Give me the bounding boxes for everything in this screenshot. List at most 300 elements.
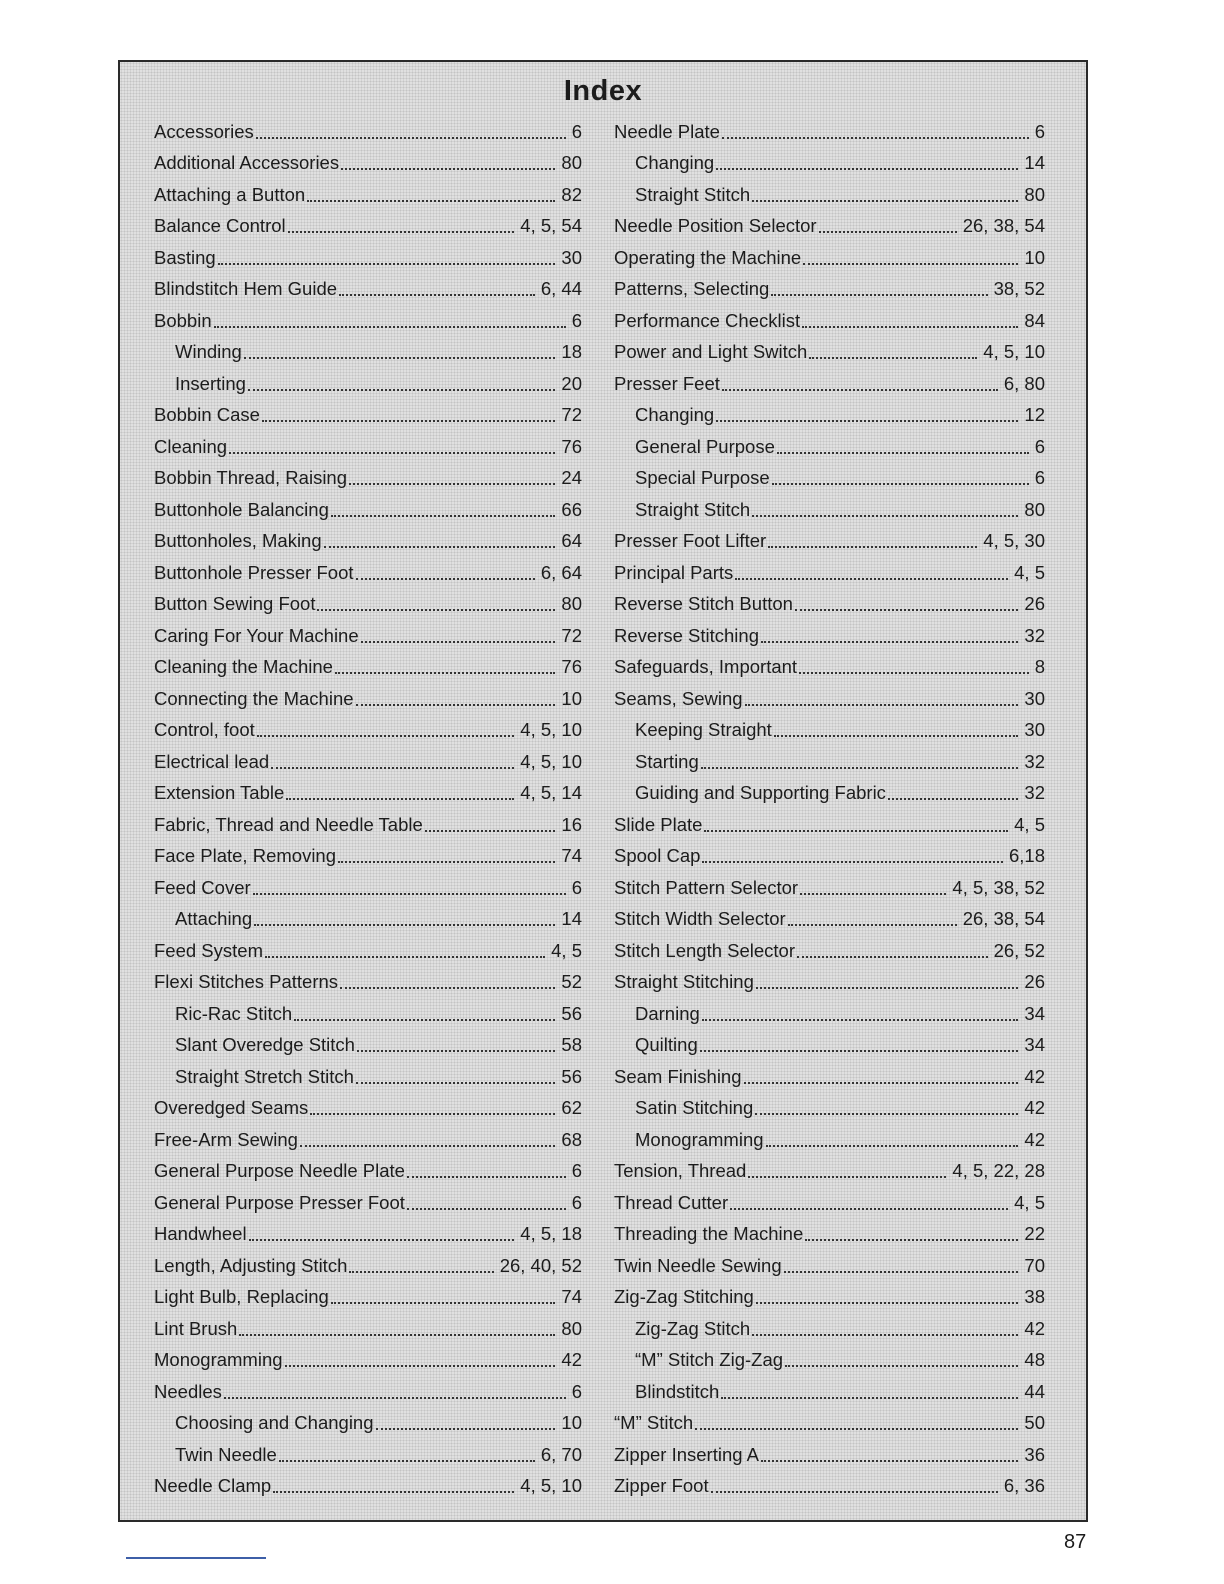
index-entry	[614, 337, 1045, 369]
index-pages: 4, 5	[1014, 813, 1045, 835]
index-pages: 42	[1024, 1128, 1045, 1150]
index-pages: 80	[561, 1317, 582, 1339]
index-entry	[614, 1282, 1045, 1314]
dot-leader	[756, 987, 1019, 989]
index-term: Bobbin Thread, Raising	[154, 467, 348, 489]
dot-leader	[349, 1271, 493, 1273]
index-pages: 26, 38, 54	[962, 215, 1045, 237]
index-term: Satin Stitching	[635, 1097, 754, 1119]
index-pages: 4, 5, 54	[520, 215, 582, 237]
index-term: Patterns, Selecting	[614, 278, 770, 300]
dot-leader	[349, 483, 555, 485]
index-subentry	[614, 1313, 1045, 1345]
index-term: Straight Stitch	[635, 183, 751, 205]
index-entry	[154, 872, 582, 904]
index-term: Additional Accessories	[154, 152, 340, 174]
index-term: Starting	[635, 750, 699, 772]
index-entry	[154, 148, 582, 180]
index-pages: 6, 36	[1003, 1475, 1045, 1497]
dot-leader	[273, 1491, 514, 1493]
dot-leader	[356, 1082, 556, 1084]
dot-leader	[253, 893, 566, 895]
index-pages: 4, 5	[551, 939, 582, 961]
index-pages: 20	[561, 372, 582, 394]
index-term: Slide Plate	[614, 813, 703, 835]
index-entry	[614, 242, 1045, 274]
index-pages: 4, 5, 10	[983, 341, 1045, 363]
index-pages: 30	[561, 246, 582, 268]
index-entry	[614, 1471, 1045, 1503]
index-pages: 4, 5, 30	[983, 530, 1045, 552]
index-pages: 84	[1024, 309, 1045, 331]
index-term: “M” Stitch Zig-Zag	[635, 1349, 784, 1371]
index-pages: 14	[1024, 152, 1045, 174]
index-entry	[614, 557, 1045, 589]
index-subentry	[614, 778, 1045, 810]
index-entry	[614, 1250, 1045, 1282]
index-pages: 10	[561, 1412, 582, 1434]
index-term: Darning	[635, 1002, 700, 1024]
index-subentry	[614, 463, 1045, 495]
dot-leader	[695, 1428, 1018, 1430]
index-term: Length, Adjusting Stitch	[154, 1254, 348, 1276]
index-subentry	[614, 1030, 1045, 1062]
dot-leader	[752, 1334, 1018, 1336]
dot-leader	[356, 704, 556, 706]
index-entry	[614, 652, 1045, 684]
index-entry	[614, 967, 1045, 999]
index-term: Handwheel	[154, 1223, 247, 1245]
index-term: Straight Stitch	[635, 498, 751, 520]
index-entry	[614, 841, 1045, 873]
index-term: Performance Checklist	[614, 309, 801, 331]
dot-leader	[888, 798, 1018, 800]
index-pages: 76	[561, 656, 582, 678]
index-subentry	[154, 1439, 582, 1471]
index-pages: 4, 5, 10	[520, 1475, 582, 1497]
index-pages: 34	[1024, 1034, 1045, 1056]
dot-leader	[716, 420, 1018, 422]
index-term: Attaching	[175, 908, 253, 930]
index-pages: 4, 5, 38, 52	[952, 876, 1045, 898]
index-pages: 6	[1034, 120, 1045, 142]
index-panel	[118, 60, 1088, 1522]
index-term: Seams, Sewing	[614, 687, 743, 709]
index-entry	[154, 652, 582, 684]
index-entry	[154, 1124, 582, 1156]
index-pages: 68	[561, 1128, 582, 1150]
index-entry	[614, 274, 1045, 306]
index-term: Lint Brush	[154, 1317, 238, 1339]
index-pages: 26, 38, 54	[962, 908, 1045, 930]
index-pages: 48	[1024, 1349, 1045, 1371]
index-subentry	[614, 1124, 1045, 1156]
dot-leader	[339, 294, 535, 296]
index-pages: 6, 80	[1003, 372, 1045, 394]
index-pages: 4, 5, 10	[520, 750, 582, 772]
index-pages: 4, 5, 18	[520, 1223, 582, 1245]
dot-leader	[716, 168, 1018, 170]
dot-leader	[701, 767, 1019, 769]
index-title: Index	[563, 75, 643, 107]
index-pages: 4, 5, 10	[520, 719, 582, 741]
index-term: Guiding and Supporting Fabric	[635, 782, 886, 804]
index-term: Blindstitch	[635, 1380, 720, 1402]
index-term: Principal Parts	[614, 561, 734, 583]
dot-leader	[704, 830, 1008, 832]
index-entry	[154, 305, 582, 337]
dot-leader	[752, 200, 1018, 202]
index-term: General Purpose	[635, 435, 775, 457]
index-term: Winding	[175, 341, 242, 363]
index-term: Needle Plate	[614, 120, 720, 142]
index-pages: 82	[561, 183, 582, 205]
index-entry	[154, 683, 582, 715]
index-pages: 4, 5, 14	[520, 782, 582, 804]
index-term: Button Sewing Foot	[154, 593, 316, 615]
index-entry	[154, 463, 582, 495]
index-term: Special Purpose	[635, 467, 770, 489]
dot-leader	[376, 1428, 556, 1430]
index-term: Zipper Foot	[614, 1475, 709, 1497]
index-entry	[154, 1282, 582, 1314]
index-pages: 72	[561, 624, 582, 646]
index-pages: 38, 52	[993, 278, 1045, 300]
index-pages: 10	[1024, 246, 1045, 268]
index-entry	[154, 1156, 582, 1188]
index-term: Straight Stitching	[614, 971, 754, 993]
index-term: Changing	[635, 404, 715, 426]
index-pages: 10	[561, 687, 582, 709]
dot-leader	[702, 1019, 1019, 1021]
index-term: Stitch Length Selector	[614, 939, 795, 961]
index-pages: 26, 52	[993, 939, 1045, 961]
index-term: Control, foot	[154, 719, 255, 741]
index-term: Fabric, Thread and Needle Table	[154, 813, 423, 835]
index-term: Keeping Straight	[635, 719, 772, 741]
dot-leader	[730, 1208, 1008, 1210]
index-term: Presser Feet	[614, 372, 720, 394]
index-entry	[154, 841, 582, 873]
index-term: Feed System	[154, 939, 263, 961]
index-pages: 6, 70	[540, 1443, 582, 1465]
index-pages: 6	[571, 1160, 582, 1182]
index-pages: 30	[1024, 719, 1045, 741]
index-term: Buttonhole Balancing	[154, 498, 329, 520]
index-term: Free-Arm Sewing	[154, 1128, 298, 1150]
index-entry	[614, 368, 1045, 400]
index-term: Safeguards, Important	[614, 656, 798, 678]
index-pages: 42	[1024, 1097, 1045, 1119]
index-pages: 6	[1034, 467, 1045, 489]
index-entry	[154, 211, 582, 243]
dot-leader	[761, 641, 1018, 643]
index-entry	[614, 1219, 1045, 1251]
index-pages: 22	[1024, 1223, 1045, 1245]
dot-leader	[331, 1302, 556, 1304]
dot-leader	[335, 672, 555, 674]
dot-leader	[771, 294, 987, 296]
index-pages: 4, 5	[1014, 1191, 1045, 1213]
dot-leader	[799, 672, 1029, 674]
index-pages: 50	[1024, 1412, 1045, 1434]
dot-leader	[755, 1113, 1018, 1115]
index-term: Accessories	[154, 120, 254, 142]
index-entry	[614, 526, 1045, 558]
dot-leader	[407, 1176, 566, 1178]
index-pages: 42	[561, 1349, 582, 1371]
index-term: Extension Table	[154, 782, 285, 804]
index-pages: 4, 5	[1014, 561, 1045, 583]
index-pages: 26	[1024, 593, 1045, 615]
index-term: Caring For Your Machine	[154, 624, 359, 646]
index-pages: 4, 5, 22, 28	[952, 1160, 1045, 1182]
index-pages: 80	[561, 593, 582, 615]
dot-leader	[795, 609, 1019, 611]
index-term: Reverse Stitching	[614, 624, 759, 646]
index-pages: 6, 44	[540, 278, 582, 300]
index-term: General Purpose Presser Foot	[154, 1191, 405, 1213]
index-entry	[154, 967, 582, 999]
dot-leader	[214, 326, 566, 328]
index-entry	[614, 116, 1045, 148]
dot-leader	[803, 263, 1018, 265]
dot-leader	[752, 515, 1018, 517]
dot-leader	[257, 735, 515, 737]
index-subentry	[614, 1345, 1045, 1377]
dot-leader	[229, 452, 555, 454]
index-pages: 30	[1024, 687, 1045, 709]
index-term: Presser Foot Lifter	[614, 530, 767, 552]
index-entry	[154, 179, 582, 211]
index-pages: 6	[571, 309, 582, 331]
dot-leader	[700, 1050, 1019, 1052]
index-entry	[614, 1156, 1045, 1188]
index-pages: 58	[561, 1034, 582, 1056]
index-term: Overedged Seams	[154, 1097, 309, 1119]
index-entry	[154, 116, 582, 148]
dot-leader	[805, 1239, 1018, 1241]
index-entry	[614, 1187, 1045, 1219]
dot-leader	[286, 798, 514, 800]
index-term: Monogramming	[635, 1128, 764, 1150]
index-subentry	[614, 148, 1045, 180]
index-term: Connecting the Machine	[154, 687, 354, 709]
dot-leader	[800, 893, 946, 895]
index-term: Power and Light Switch	[614, 341, 808, 363]
index-entry	[154, 620, 582, 652]
index-term: Zig-Zag Stitching	[614, 1286, 754, 1308]
index-column-right	[614, 116, 1045, 1502]
index-pages: 8	[1034, 656, 1045, 678]
dot-leader	[218, 263, 556, 265]
index-pages: 36	[1024, 1443, 1045, 1465]
index-entry	[154, 1376, 582, 1408]
dot-leader	[254, 924, 555, 926]
dot-leader	[271, 767, 514, 769]
dot-leader	[244, 357, 556, 359]
index-subentry	[614, 746, 1045, 778]
index-entry	[614, 904, 1045, 936]
dot-leader	[819, 231, 957, 233]
index-entry	[154, 746, 582, 778]
index-term: Buttonhole Presser Foot	[154, 561, 354, 583]
dot-leader	[748, 1176, 946, 1178]
index-pages: 80	[561, 152, 582, 174]
dot-leader	[317, 609, 555, 611]
dot-leader	[256, 137, 566, 139]
dot-leader	[361, 641, 556, 643]
index-entry	[154, 778, 582, 810]
dot-leader	[788, 924, 957, 926]
index-pages: 80	[1024, 498, 1045, 520]
dot-leader	[357, 1050, 555, 1052]
index-term: Threading the Machine	[614, 1223, 804, 1245]
dot-leader	[761, 1460, 1018, 1462]
dot-leader	[797, 956, 988, 958]
index-entry	[154, 1313, 582, 1345]
index-pages: 6	[1034, 435, 1045, 457]
index-subentry	[154, 1030, 582, 1062]
index-entry	[154, 494, 582, 526]
dot-leader	[239, 1334, 555, 1336]
index-term: Changing	[635, 152, 715, 174]
index-pages: 74	[561, 1286, 582, 1308]
dot-leader	[300, 1145, 555, 1147]
index-pages: 6,18	[1008, 845, 1045, 867]
index-entry	[154, 400, 582, 432]
dot-leader	[777, 452, 1029, 454]
index-entry	[614, 683, 1045, 715]
index-entry	[154, 809, 582, 841]
index-term: Slant Overedge Stitch	[175, 1034, 355, 1056]
index-entry	[154, 1219, 582, 1251]
index-term: Zig-Zag Stitch	[635, 1317, 751, 1339]
index-entry	[154, 431, 582, 463]
dot-leader	[785, 1365, 1018, 1367]
index-term: Bobbin	[154, 309, 212, 331]
dot-leader	[702, 861, 1003, 863]
index-entry	[154, 526, 582, 558]
index-pages: 72	[561, 404, 582, 426]
index-entry	[614, 1061, 1045, 1093]
dot-leader	[249, 1239, 515, 1241]
index-term: Quilting	[635, 1034, 698, 1056]
index-entry	[154, 242, 582, 274]
dot-leader	[340, 987, 555, 989]
index-column-left	[154, 116, 582, 1502]
index-pages: 42	[1024, 1317, 1045, 1339]
dot-leader	[735, 578, 1008, 580]
index-pages: 42	[1024, 1065, 1045, 1087]
index-pages: 16	[561, 813, 582, 835]
index-term: Twin Needle	[175, 1443, 277, 1465]
dot-leader	[802, 326, 1018, 328]
index-entry	[614, 305, 1045, 337]
dot-leader	[407, 1208, 566, 1210]
index-entry	[614, 1439, 1045, 1471]
dot-leader	[722, 389, 998, 391]
dot-leader	[745, 704, 1019, 706]
dot-leader	[772, 483, 1029, 485]
index-term: Flexi Stitches Patterns	[154, 971, 339, 993]
dot-leader	[338, 861, 555, 863]
index-term: Zipper Inserting A	[614, 1443, 759, 1465]
index-term: Spool Cap	[614, 845, 701, 867]
index-entry	[614, 809, 1045, 841]
index-term: Needle Position Selector	[614, 215, 817, 237]
dot-leader	[768, 546, 977, 548]
index-term: “M” Stitch	[614, 1412, 694, 1434]
index-entry	[154, 589, 582, 621]
index-pages: 52	[561, 971, 582, 993]
index-pages: 24	[561, 467, 582, 489]
index-pages: 34	[1024, 1002, 1045, 1024]
dot-leader	[756, 1302, 1019, 1304]
index-pages: 76	[561, 435, 582, 457]
index-pages: 64	[561, 530, 582, 552]
index-term: Straight Stretch Stitch	[175, 1065, 354, 1087]
index-pages: 70	[1024, 1254, 1045, 1276]
index-term: Light Bulb, Replacing	[154, 1286, 329, 1308]
index-term: Cleaning	[154, 435, 228, 457]
dot-leader	[809, 357, 977, 359]
dot-leader	[294, 1019, 555, 1021]
index-term: General Purpose Needle Plate	[154, 1160, 405, 1182]
index-subentry	[154, 1408, 582, 1440]
index-pages: 14	[561, 908, 582, 930]
index-entry	[614, 589, 1045, 621]
index-pages: 56	[561, 1065, 582, 1087]
index-subentry	[614, 400, 1045, 432]
dot-leader	[310, 1113, 555, 1115]
index-pages: 32	[1024, 750, 1045, 772]
index-pages: 18	[561, 341, 582, 363]
dot-leader	[425, 830, 556, 832]
page-number: 87	[1064, 1531, 1087, 1553]
dot-leader	[288, 231, 515, 233]
index-term: Electrical lead	[154, 750, 270, 772]
index-term: Buttonholes, Making	[154, 530, 322, 552]
index-term: Stitch Width Selector	[614, 908, 786, 930]
index-subentry	[614, 431, 1045, 463]
dot-leader	[262, 420, 555, 422]
dot-leader	[331, 515, 556, 517]
dot-leader	[356, 578, 535, 580]
index-pages: 6	[571, 120, 582, 142]
dot-leader	[265, 956, 545, 958]
index-term: Tension, Thread	[614, 1160, 747, 1182]
index-entry	[154, 1250, 582, 1282]
index-pages: 6, 64	[540, 561, 582, 583]
index-entry	[154, 557, 582, 589]
index-term: Blindstitch Hem Guide	[154, 278, 338, 300]
index-subentry	[614, 179, 1045, 211]
index-entry	[614, 620, 1045, 652]
index-pages: 12	[1024, 404, 1045, 426]
footer-rule	[126, 1557, 266, 1559]
index-term: Operating the Machine	[614, 246, 802, 268]
index-subentry	[154, 337, 582, 369]
index-term: Seam Finishing	[614, 1065, 742, 1087]
dot-leader	[711, 1491, 998, 1493]
index-term: Attaching a Button	[154, 183, 306, 205]
index-term: Choosing and Changing	[175, 1412, 374, 1434]
index-pages: 32	[1024, 624, 1045, 646]
index-pages: 32	[1024, 782, 1045, 804]
index-subentry	[614, 998, 1045, 1030]
index-subentry	[154, 368, 582, 400]
